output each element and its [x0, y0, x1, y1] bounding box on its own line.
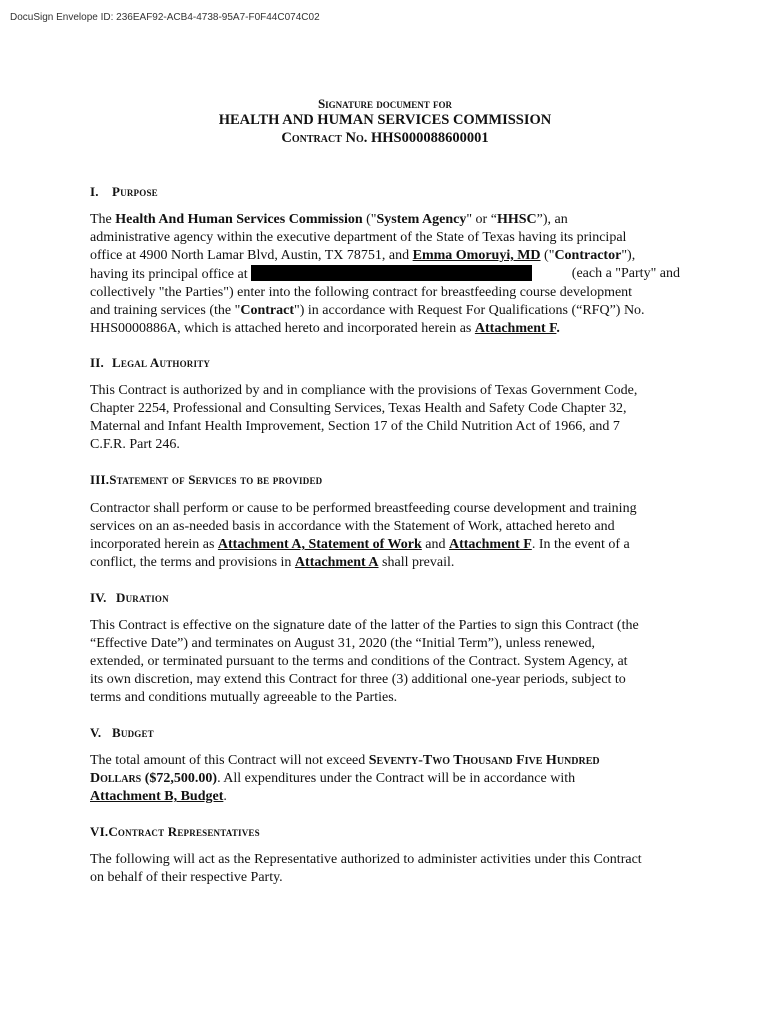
- text-line: incorporated herein as Attachment A, Statement of Work and Attachment F. In the event of a: [90, 537, 630, 552]
- attachment-f-reference: Attachment F: [474, 321, 557, 336]
- text-line: [90, 211, 680, 229]
- docusign-envelope-id: DocuSign Envelope ID: 236EAF92-ACB4-4738-95A7-F0F44C074C02: [10, 12, 320, 23]
- section-title: Contract Representatives: [108, 824, 260, 839]
- text-line: conflict, the terms and provisions in Attachment A shall prevail.: [90, 555, 455, 570]
- text-line: and training services (the "Contract") in accordance with Request For Qualifications (“RFQ”) No.: [90, 303, 645, 318]
- section-number: IV.: [90, 590, 107, 605]
- contract-number-heading: [0, 130, 770, 147]
- duration-paragraph: [90, 617, 680, 707]
- text-line: This Contract is authorized by and in compliance with the provisions of Texas Government Code,: [90, 383, 638, 398]
- text-line: Contractor shall perform or cause to be performed breastfeeding course development and training: [90, 501, 637, 516]
- text-line: The following will act as the Representative authorized to administer activities under this Contract: [90, 852, 642, 867]
- attachment-b-reference: Attachment B, Budget: [90, 789, 224, 804]
- section-legal-heading: [90, 355, 210, 371]
- section-representatives-heading: [90, 824, 260, 840]
- representatives-paragraph: [90, 851, 680, 887]
- section-title: Budget: [112, 725, 154, 740]
- attachment-a-reference: Attachment A, Statement of Work: [217, 537, 422, 552]
- agency-name-heading: HEALTH AND HUMAN SERVICES COMMISSION: [218, 112, 552, 128]
- section-title: Purpose: [112, 184, 158, 199]
- text-line: C.F.R. Part 246.: [90, 437, 180, 452]
- text-line: Attachment B, Budget.: [90, 789, 227, 804]
- text-line: “Effective Date”) and terminates on August 31, 2020 (the “Initial Term”), unless renewed,: [90, 636, 596, 651]
- legal-authority-paragraph: [90, 382, 680, 454]
- redacted-address: [251, 265, 532, 281]
- purpose-paragraph: [90, 211, 680, 338]
- text-line: services on an as-needed basis in accordance with the Statement of Work, attached hereto and: [90, 519, 615, 534]
- budget-paragraph: [90, 752, 680, 806]
- contract-number-label: Contract No.: [281, 130, 368, 146]
- section-budget-heading: [90, 725, 154, 741]
- section-title: Statement of Services to be provided: [109, 472, 323, 487]
- text-line: administrative agency within the executive department of the State of Texas having its principal: [90, 230, 627, 245]
- text-line: The total amount of this Contract will not exceed Seventy-Two Thousand Five Hundred: [90, 753, 600, 768]
- text-line: collectively "the Parties") enter into the following contract for breastfeeding course development: [90, 285, 633, 300]
- amount-figure: ($72,500.00): [141, 771, 218, 786]
- text-line: HHS0000886A, which is attached hereto and incorporated herein as Attachment F.: [90, 321, 560, 336]
- section-number: II.: [90, 355, 104, 370]
- text-line: extended, or terminated pursuant to the terms and conditions of the Contract. System Agency, at: [90, 654, 628, 669]
- attachment-f-reference: Attachment F: [449, 537, 532, 552]
- contract-number: HHS000088600001: [370, 130, 489, 146]
- section-number: III.: [90, 472, 110, 487]
- document-type-heading: Signature document for: [317, 96, 453, 111]
- text-line: having its principal office at (each a "Party" and: [90, 266, 680, 282]
- text-line: office at 4900 North Lamar Blvd, Austin, TX 78751, and Emma Omoruyi, MD ("Contractor"),: [90, 248, 636, 263]
- section-purpose-heading: [90, 184, 158, 200]
- section-number: I.: [90, 184, 99, 199]
- amount-in-words: Seventy-Two Thousand Five Hundred: [368, 753, 600, 768]
- services-paragraph: [90, 500, 680, 572]
- text-line: This Contract is effective on the signature date of the latter of the Parties to sign this Contract (the: [90, 618, 639, 633]
- section-number: VI.: [90, 824, 109, 839]
- text-line: Dollars ($72,500.00). All expenditures under the Contract will be in accordance with: [90, 771, 576, 786]
- section-services-heading: [90, 472, 322, 488]
- section-title: Legal Authority: [112, 355, 211, 370]
- section-title: Duration: [116, 590, 169, 605]
- text-line: Maternal and Infant Health Improvement, Section 17 of the Child Nutrition Act of 1966, and 7: [90, 419, 620, 434]
- section-number: V.: [90, 725, 102, 740]
- text-line: its own discretion, may extend this Contract for three (3) additional one-year periods, subject to: [90, 672, 626, 687]
- text-segment: The Health And Human Services Commission ("System Agency" or “HHSC”), an: [90, 212, 568, 227]
- section-duration-heading: [90, 590, 169, 606]
- attachment-a-reference: Attachment A: [294, 555, 379, 570]
- text-line: Chapter 2254, Professional and Consulting Services, Texas Health and Safety Code Chapter 32,: [90, 401, 627, 416]
- text-line: on behalf of their respective Party.: [90, 870, 283, 885]
- text-line: terms and conditions mutually agreeable to the Parties.: [90, 690, 398, 705]
